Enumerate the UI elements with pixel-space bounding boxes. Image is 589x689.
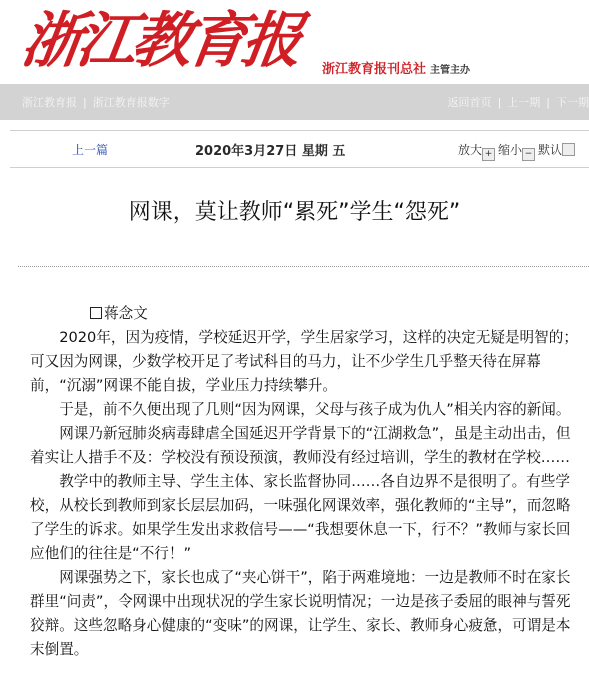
- article-paragraph: 网课乃新冠肺炎病毒肆虐全国延迟开学背景下的“江湖救急”，虽是主动出击，但着实让人措手不及：学校没有预设预演，教师没有经过培训，学生的教材在学校……: [30, 425, 571, 466]
- article-paragraph: 2020年，因为疫情，学校延迟开学，学生居家学习，这样的决定无疑是明智的；可又因为网课，少数学校开足了考试科目的马力，让不少学生几乎整天待在屏幕前，“沉溺”网课不能自拔，学业压力持续攀升。: [30, 329, 578, 394]
- article-paragraph: 网课强势之下，家长也成了“夹心饼干”，陷于两难境地：一边是教师不时在家长群里“问责”，令网课中出现状况的学生家长说明情况；一边是孩子委屈的眼神与誓死狡辩。这些忽略身心健康的“变味”的网课，让学生、家长、教师身心疲惫，可谓是本末倒置。: [30, 569, 571, 658]
- prev-article-link[interactable]: 上一篇: [72, 143, 109, 157]
- nav-link-digital[interactable]: 浙江教育报数字: [92, 96, 170, 109]
- publisher-sub-label: 主管主办: [430, 65, 471, 76]
- nav-right: 返回首页 | 上一期 | 下一期: [447, 96, 589, 109]
- publisher-label: 浙江教育报刊总社: [322, 62, 427, 77]
- zoom-default-icon[interactable]: [562, 143, 575, 156]
- article-paragraph: 教学中的教师主导、学生主体、家长监督协同……各自边界不是很明了。有些学校，从校长到教师到家长层层加码，一味强化网课效率，强化教师的“主导”，而忽略了学生的诉求。如果学生发出求救信号——“我想要休息一下，行不？”教师与家长回应他们的往往是“不行！”: [30, 473, 571, 562]
- article-author: [90, 302, 578, 326]
- article-paragraph: 于是，前不久便出现了几则“因为网课，父母与孩子成为仇人”相关内容的新闻。: [59, 401, 571, 418]
- nav-link-newspaper[interactable]: 浙江教育报: [22, 96, 77, 109]
- top-nav-bar: [0, 84, 589, 120]
- publisher-name: [322, 58, 470, 77]
- masthead: [0, 0, 589, 84]
- zoom-default-label[interactable]: 默认: [538, 143, 563, 157]
- nav-left: 浙江教育报 | 浙江教育报数字: [22, 96, 170, 109]
- newspaper-logo[interactable]: 浙江教育报: [17, 6, 302, 76]
- issue-date: 2020年3月27日 星期 五: [195, 144, 346, 159]
- zoom-out-icon[interactable]: −: [522, 148, 535, 161]
- title-divider: [18, 266, 589, 267]
- article-title: 网课，莫让教师“累死”学生“怨死”: [128, 200, 461, 225]
- nav-link-next-issue[interactable]: 下一期: [556, 96, 589, 109]
- author-name: 蒋念文: [104, 305, 148, 322]
- nav-link-prev-issue[interactable]: 上一期: [507, 96, 541, 109]
- zoom-controls: [458, 141, 578, 161]
- zoom-out-label[interactable]: 缩小: [498, 143, 523, 157]
- article-toolbar: [10, 130, 589, 168]
- zoom-in-label[interactable]: 放大: [458, 143, 483, 157]
- article-body: [30, 302, 578, 662]
- square-bullet-icon: [90, 307, 102, 319]
- nav-link-home[interactable]: 返回首页: [447, 96, 492, 109]
- zoom-in-icon[interactable]: +: [482, 148, 495, 161]
